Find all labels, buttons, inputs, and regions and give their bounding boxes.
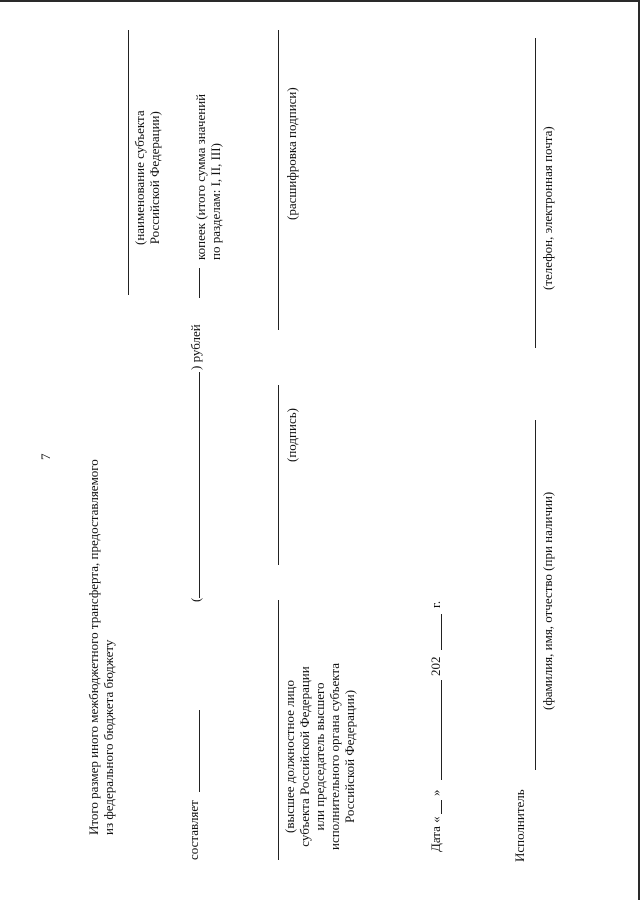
- subject-caption: (наименование субъекта Российской Федерации): [132, 110, 162, 245]
- position-line: [278, 600, 279, 860]
- signature-line: [278, 385, 279, 565]
- signature-caption: (подпись): [284, 408, 299, 462]
- date-label: Дата «: [428, 816, 443, 852]
- open-paren: (: [188, 597, 203, 602]
- date-year-prefix: 202: [428, 656, 443, 676]
- date-day-line: [441, 800, 442, 814]
- date-year-line: [441, 614, 442, 650]
- executor-contact-line: [535, 38, 536, 348]
- amount-label: составляет: [186, 800, 201, 860]
- executor-contact-caption: (телефон, электронная почта): [540, 126, 555, 290]
- decoding-caption: (расшифровка подписи): [284, 87, 299, 220]
- kopecks-caption: копеек (итого сумма значений по разделам: I, II, III): [193, 93, 223, 260]
- executor-name-line: [535, 420, 536, 770]
- header-text: Итого размер иного межбюджетного трансферта, предоставляемого из федерального бюджета бюджету: [86, 459, 116, 835]
- subject-name-line: [128, 30, 129, 295]
- date-month-line: [441, 680, 442, 780]
- decoding-line: [278, 30, 279, 330]
- date-year-suffix: г.: [428, 600, 443, 608]
- date-quote-close: »: [428, 789, 443, 796]
- amount-words-line: [199, 372, 200, 598]
- amount-words-line-left: [199, 710, 200, 792]
- page-number: 7: [38, 453, 53, 460]
- page-border-top: [0, 0, 640, 2]
- kopecks-line: [199, 268, 200, 298]
- position-caption: (высшее должностное лицо субъекта Российской Федерации или председатель высшего исполнительного органа субъекта Российской Федерации): [282, 662, 357, 850]
- executor-name-caption: (фамилия, имя, отчество (при наличии): [540, 491, 555, 710]
- executor-label: Исполнитель: [512, 789, 527, 862]
- rubles-label: ) рублей: [188, 324, 203, 370]
